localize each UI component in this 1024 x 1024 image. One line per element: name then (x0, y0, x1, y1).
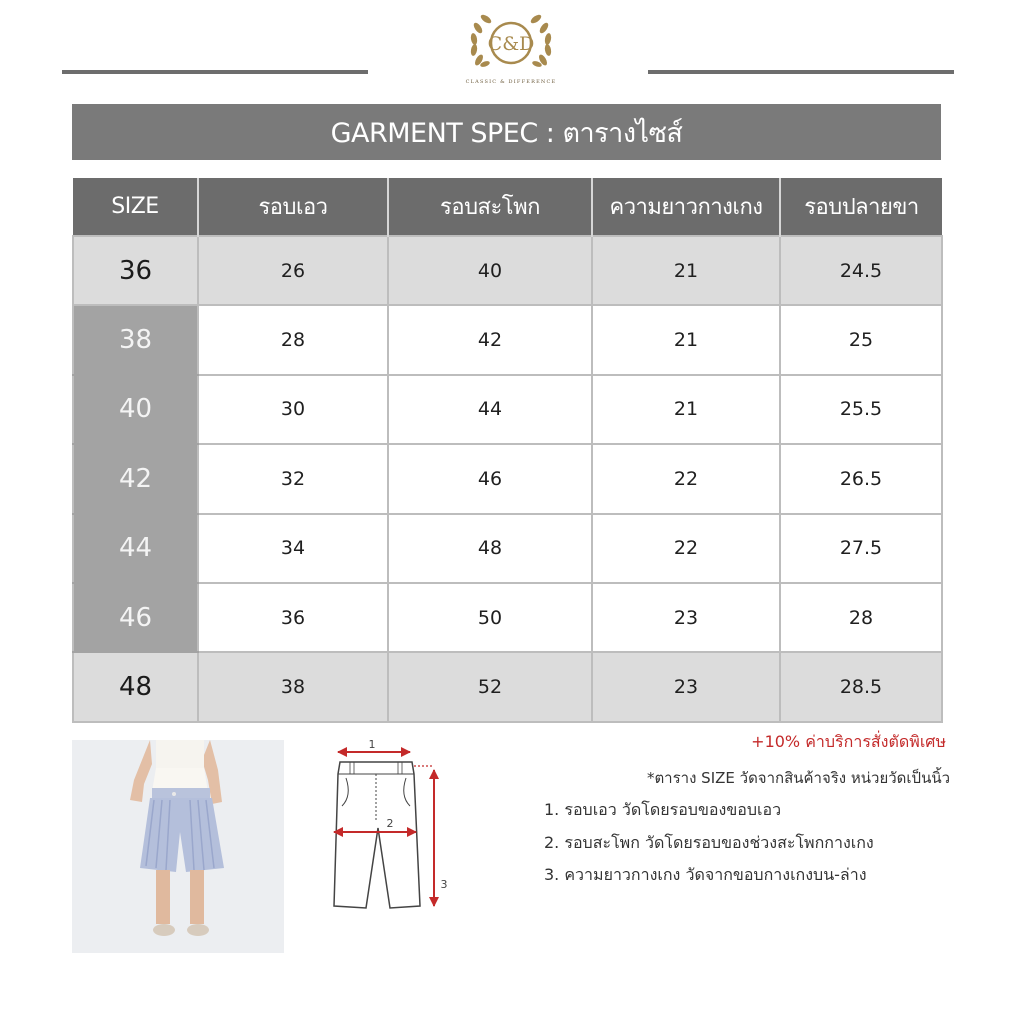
size-cell: 46 (73, 583, 198, 652)
waist-cell: 32 (198, 444, 388, 513)
header-length: ความยาวกางเกง (592, 178, 780, 236)
length-cell: 22 (592, 514, 780, 583)
waist-cell: 26 (198, 236, 388, 305)
leg-opening-cell: 25 (780, 305, 942, 374)
waist-cell: 30 (198, 375, 388, 444)
table-row (73, 236, 942, 305)
size-cell: 48 (73, 652, 198, 721)
length-cell: 21 (592, 305, 780, 374)
waist-cell: 36 (198, 583, 388, 652)
header-hip: รอบสะโพก (388, 178, 592, 236)
leg-opening-cell: 28.5 (780, 652, 942, 721)
logo-monogram: C&D (487, 33, 535, 55)
length-cell: 23 (592, 583, 780, 652)
waist-cell: 28 (198, 305, 388, 374)
leg-opening-cell: 25.5 (780, 375, 942, 444)
logo-caption: CLASSIC & DIFFERENCE (465, 79, 557, 85)
leg-opening-cell: 27.5 (780, 514, 942, 583)
divider-right (648, 70, 954, 74)
header-waist: รอบเอว (198, 178, 388, 236)
table-row (73, 375, 942, 444)
table-row (73, 583, 942, 652)
waist-cell: 34 (198, 514, 388, 583)
length-cell: 22 (592, 444, 780, 513)
size-unit-note: *ตาราง SIZE วัดจากสินค้าจริง หน่วยวัดเป็นนิ้ว (646, 769, 950, 787)
brand-logo (455, 6, 567, 86)
size-cell: 44 (73, 514, 198, 583)
header-leg-opening: รอบปลายขา (780, 178, 942, 236)
product-photo (72, 740, 284, 953)
size-table (72, 178, 943, 723)
table-row (73, 652, 942, 721)
table-row (73, 514, 942, 583)
leg-opening-cell: 26.5 (780, 444, 942, 513)
table-row (73, 444, 942, 513)
divider-left (62, 70, 368, 74)
hip-cell: 46 (388, 444, 592, 513)
diagram-label-2: 2 (386, 817, 394, 830)
measurement-diagram (316, 736, 456, 916)
hip-cell: 44 (388, 375, 592, 444)
leg-opening-cell: 28 (780, 583, 942, 652)
hip-cell: 42 (388, 305, 592, 374)
note-hip: 2. รอบสะโพก วัดโดยรอบของช่วงสะโพกกางเกง (544, 833, 874, 852)
hip-cell: 40 (388, 236, 592, 305)
leg-opening-cell: 24.5 (780, 236, 942, 305)
length-cell: 21 (592, 375, 780, 444)
hip-cell: 48 (388, 514, 592, 583)
size-cell: 40 (73, 375, 198, 444)
waist-cell: 38 (198, 652, 388, 721)
hip-cell: 50 (388, 583, 592, 652)
page-title: GARMENT SPEC : ตารางไซส์ (72, 104, 941, 160)
size-cell: 42 (73, 444, 198, 513)
diagram-label-1: 1 (368, 738, 376, 751)
table-row (73, 305, 942, 374)
table-header-row (73, 178, 942, 236)
note-length: 3. ความยาวกางเกง วัดจากขอบกางเกงบน-ล่าง (544, 865, 867, 884)
hip-cell: 52 (388, 652, 592, 721)
diagram-label-3: 3 (440, 878, 448, 891)
size-cell: 36 (73, 236, 198, 305)
length-cell: 23 (592, 652, 780, 721)
size-cell: 38 (73, 305, 198, 374)
custom-order-note: +10% ค่าบริการสั่งตัดพิเศษ (751, 732, 946, 751)
header-size: SIZE (73, 178, 198, 236)
note-waist: 1. รอบเอว วัดโดยรอบของขอบเอว (544, 800, 782, 819)
length-cell: 21 (592, 236, 780, 305)
